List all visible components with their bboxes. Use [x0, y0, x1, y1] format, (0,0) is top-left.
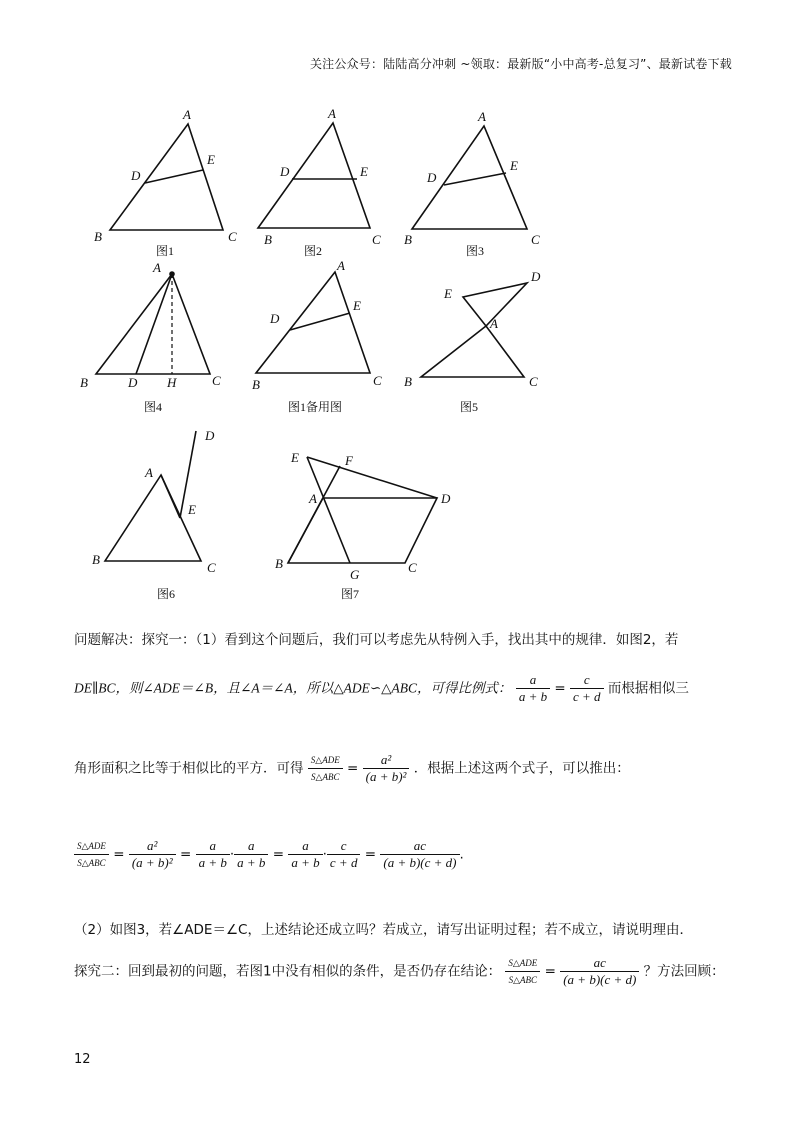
fig1b-label-e: E: [353, 298, 361, 313]
fig1b-caption: 图1备用图: [288, 400, 343, 414]
fig7-label-e: E: [291, 450, 299, 465]
fig2-label-b: B: [264, 232, 272, 247]
ratio-c-over-cd: $\frac{c}{c + d}$: [570, 672, 604, 705]
fig1-label-b: B: [94, 229, 102, 244]
paragraph-exploration-2: [74, 955, 725, 988]
fig2-label-d: D: [280, 164, 290, 179]
formula-derivation: [74, 838, 464, 871]
dot-operator: ·: [229, 846, 235, 863]
fig1b-label-a: A: [337, 258, 345, 273]
fig6-label-a: A: [145, 465, 153, 480]
fig7-label-c: C: [408, 560, 417, 575]
fig2-label-c: C: [372, 232, 381, 247]
figure-1-backup: [252, 258, 382, 414]
formula-term-1: $\frac{\text{a²}}{\text{(a + b)²}}$: [129, 838, 176, 871]
area-ratio-lhs: $\frac{\text{S△ADE}}{\text{S△ABC}}$: [308, 752, 343, 785]
fig1-label-c: C: [228, 229, 237, 244]
fig7-caption: 图7: [341, 587, 360, 601]
fig4-caption: 图4: [144, 400, 163, 414]
dot-operator: ·: [322, 846, 327, 863]
fig7-label-g: G: [350, 567, 360, 582]
period: .: [459, 846, 464, 863]
equals-sign: =: [272, 846, 285, 863]
fig4-label-h: H: [167, 375, 177, 390]
ratio-a-over-ab: $\frac{a}{a + b}$: [516, 672, 550, 705]
figure-2: [258, 106, 381, 258]
formula-term-2a: $\frac{a}{a + b}$: [196, 838, 230, 871]
fig5-label-d: D: [531, 269, 541, 284]
fig4-label-a: A: [153, 260, 161, 275]
area-ratio-continuation: ．根据上述这两个式子，可以推出：: [413, 760, 630, 777]
fig7-label-b: B: [275, 556, 283, 571]
equals-sign: =: [364, 846, 377, 863]
page-number: 12: [74, 1052, 91, 1067]
fig3-label-a: A: [478, 109, 486, 124]
fig1-label-d: D: [131, 168, 141, 183]
figure-3: [404, 109, 540, 258]
fig1b-label-d: D: [270, 311, 280, 326]
conclusion-rhs: $\frac{ac}{(a + b)(c + d)}$: [560, 955, 639, 988]
paragraph-area-ratio: [74, 752, 630, 785]
exploration-2-text: 探究二：回到最初的问题，若图1中没有相似的条件，是否仍存在结论：: [74, 963, 502, 980]
fig6-label-d: D: [205, 428, 215, 443]
fig5-label-b: B: [404, 374, 412, 389]
paragraph-question-2: （2）如图3，若∠ADE＝∠C，上述结论还成立吗？若成立，请写出证明过程；若不成立，请说明理由．: [74, 922, 693, 938]
figure-1: [94, 107, 237, 258]
fig5-label-a: A: [490, 316, 498, 331]
fig3-label-e: E: [510, 158, 518, 173]
fig7-label-d: D: [441, 491, 451, 506]
fig1b-label-b: B: [252, 377, 260, 392]
formula-term-2b: $\frac{a}{a + b}$: [234, 838, 268, 871]
fig1-label-a: A: [183, 107, 191, 122]
fig6-label-b: B: [92, 552, 100, 567]
fig5-caption: 图5: [460, 400, 479, 414]
figure-6: [92, 428, 216, 601]
fig3-label-b: B: [404, 232, 412, 247]
page-header: 关注公众号：陆陆高分冲刺 ~领取：最新版“小中高考-总复习”、最新试卷下载: [309, 57, 732, 71]
fig3-caption: 图3: [466, 244, 485, 258]
paragraph-similarity: [74, 672, 689, 705]
formula-term-3a: $\frac{a}{a + b}$: [288, 838, 322, 871]
fig5-label-c: C: [529, 374, 538, 389]
fig3-label-c: C: [531, 232, 540, 247]
fig2-label-e: E: [360, 164, 368, 179]
similarity-continuation: 而根据相似三: [607, 680, 689, 697]
area-ratio-text: 角形面积之比等于相似比的平方．可得: [74, 760, 304, 777]
fig4-label-c: C: [212, 373, 221, 388]
equals-sign: =: [544, 963, 556, 980]
fig2-caption: 图2: [304, 244, 323, 258]
fig6-label-c: C: [207, 560, 216, 575]
fig2-label-a: A: [328, 106, 336, 121]
fig3-label-d: D: [427, 170, 437, 185]
fig6-caption: 图6: [157, 587, 176, 601]
equals-sign: =: [179, 846, 192, 863]
fig7-label-f: F: [345, 453, 353, 468]
equals-sign: =: [347, 760, 359, 777]
figure-7: [275, 450, 451, 601]
conclusion-lhs: $\frac{\text{S△ADE}}{\text{S△ABC}}$: [505, 955, 540, 988]
figure-5: [404, 269, 541, 414]
fig1b-label-c: C: [373, 373, 382, 388]
fig4-label-b: B: [80, 375, 88, 390]
fig7-label-a: A: [309, 491, 317, 506]
fig1-caption: 图1: [156, 244, 175, 258]
equals-sign: =: [554, 680, 566, 697]
paragraph-exploration-1: 问题解决：探究一：（1）看到这个问题后，我们可以考虑先从特例入手，找出其中的规律．如图2，若: [74, 632, 679, 648]
figure-4: [80, 260, 221, 414]
formula-term-4: $\frac{ac}{(a + b)(c + d)}$: [380, 838, 459, 871]
exploration-2-continuation: ？方法回顾：: [643, 963, 725, 980]
formula-term-3b: $\frac{c}{c + d}$: [327, 838, 361, 871]
similarity-statement: DE∥BC，则∠ADE＝∠B，且∠A＝∠A，所以△ADE∽△ABC，可得比例式：: [74, 680, 512, 696]
formula-s-ratio: $\frac{\text{S△ADE}}{\text{S△ABC}}$: [74, 838, 109, 871]
fig6-label-e: E: [188, 502, 196, 517]
equals-sign: =: [113, 846, 125, 863]
fig5-label-e: E: [444, 286, 452, 301]
area-ratio-rhs: $\frac{\text{a²}}{\text{(a + b)²}}$: [363, 752, 410, 785]
fig1-label-e: E: [207, 152, 215, 167]
fig4-label-d: D: [128, 375, 138, 390]
